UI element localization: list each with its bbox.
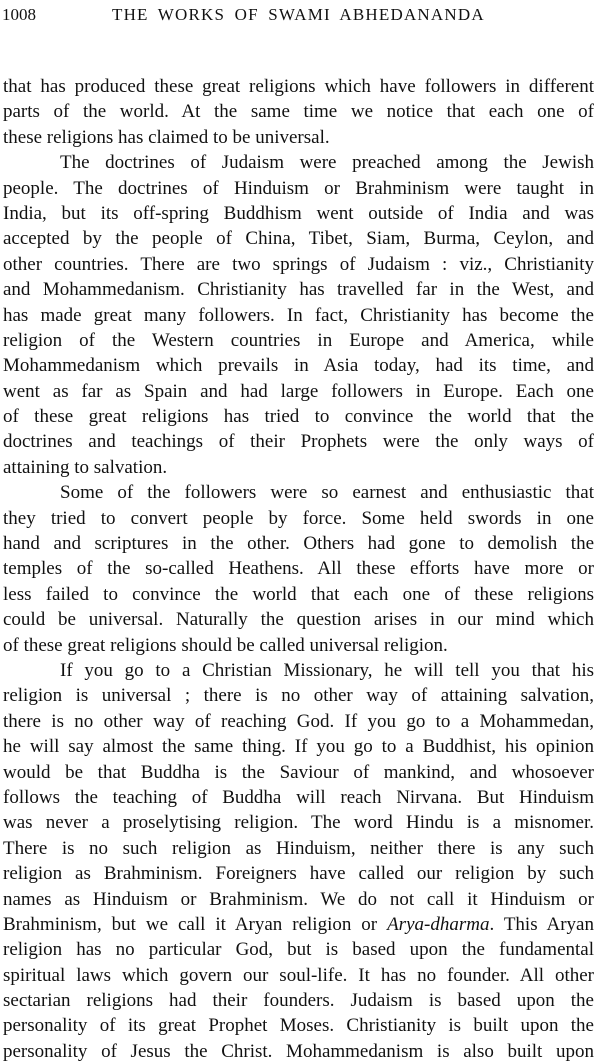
- line-text: Brahminism, but we call it Aryan religion or: [3, 913, 388, 935]
- text-line: these religions has claimed to be universal.: [3, 126, 330, 148]
- text-line: has made great many followers. In fact, Christianity has become the: [3, 304, 594, 326]
- running-title: THE WORKS OF SWAMI ABHEDANANDA: [112, 5, 485, 24]
- text-line: religion of the Western countries in Europe and America, while: [3, 329, 594, 351]
- text-line: people. The doctrines of Hinduism or Brahminism were taught in: [3, 177, 594, 199]
- italic-term: Arya-dharma: [387, 913, 490, 935]
- text-line: could be universal. Naturally the question arises in our mind which: [3, 609, 594, 631]
- text-line: and Mohammedanism. Christianity has travelled far in the West, and: [3, 279, 594, 301]
- text-line: Some of the followers were so earnest and enthusiastic that: [60, 482, 594, 504]
- text-line: hand and scriptures in the other. Others had gone to demolish the: [3, 533, 594, 555]
- text-line: other countries. There are two springs of Judaism : viz., Christianity: [3, 253, 594, 275]
- text-line: accepted by the people of China, Tibet, Siam, Burma, Ceylon, and: [3, 228, 594, 250]
- text-line: was never a proselytising religion. The word Hindu is a misnomer.: [3, 812, 594, 834]
- page-header: [2, 2, 598, 28]
- text-line: of these great religions should be called universal religion.: [3, 634, 448, 656]
- text-line: doctrines and teachings of their Prophets were the only ways of: [3, 431, 594, 453]
- text-line: India, but its off-spring Buddhism went outside of India and was: [3, 202, 594, 224]
- text-line: would be that Buddha is the Saviour of mankind, and whosoever: [3, 761, 594, 783]
- text-line-with-italic-term: [3, 912, 594, 937]
- page-number: 1008: [2, 5, 36, 24]
- text-line: temples of the so-called Heathens. All these efforts have more or: [3, 558, 594, 580]
- body-text: [3, 74, 594, 1064]
- text-line: follows the teaching of Buddha will reach Nirvana. But Hinduism: [3, 786, 594, 808]
- text-line: they tried to convert people by force. Some held swords in one: [3, 507, 594, 529]
- text-line: personality of its great Prophet Moses. Christianity is built upon the: [3, 1015, 594, 1037]
- text-line: names as Hinduism or Brahminism. We do not call it Hinduism or: [3, 888, 594, 910]
- text-line: spiritual laws which govern our soul-life. It has no founder. All other: [3, 964, 594, 986]
- text-line: attaining to salvation.: [3, 456, 168, 478]
- text-line: went as far as Spain and had large followers in Europe. Each one: [3, 380, 594, 402]
- text-line: religion is universal ; there is no other way of attaining salvation,: [3, 685, 594, 707]
- text-line: religion has no particular God, but is based upon the fundamental: [3, 939, 594, 961]
- text-line: that has produced these great religions which have followers in different: [3, 76, 594, 97]
- line-text-continued: . This Aryan: [489, 913, 594, 935]
- text-line: parts of the world. At the same time we notice that each one of: [3, 101, 594, 123]
- text-line: religion as Brahminism. Foreigners have called our religion by such: [3, 863, 594, 885]
- text-line: Mohammedanism which prevails in Asia today, had its time, and: [3, 355, 594, 377]
- text-line: If you go to a Christian Missionary, he will tell you that his: [60, 659, 594, 681]
- text-line: of these great religions has tried to convince the world that the: [3, 406, 594, 428]
- text-line: There is no such religion as Hinduism, neither there is any such: [3, 837, 594, 859]
- text-line: personality of Jesus the Christ. Mohammedanism is also built upon: [3, 1040, 594, 1062]
- text-line: sectarian religions had their founders. Judaism is based upon the: [3, 990, 594, 1012]
- text-line: The doctrines of Judaism were preached among the Jewish: [60, 152, 594, 174]
- text-line: there is no other way of reaching God. If you go to a Mohammedan,: [3, 710, 594, 732]
- text-line: less failed to convince the world that each one of these religions: [3, 583, 594, 605]
- text-line: he will say almost the same thing. If you go to a Buddhist, his opinion: [3, 736, 594, 758]
